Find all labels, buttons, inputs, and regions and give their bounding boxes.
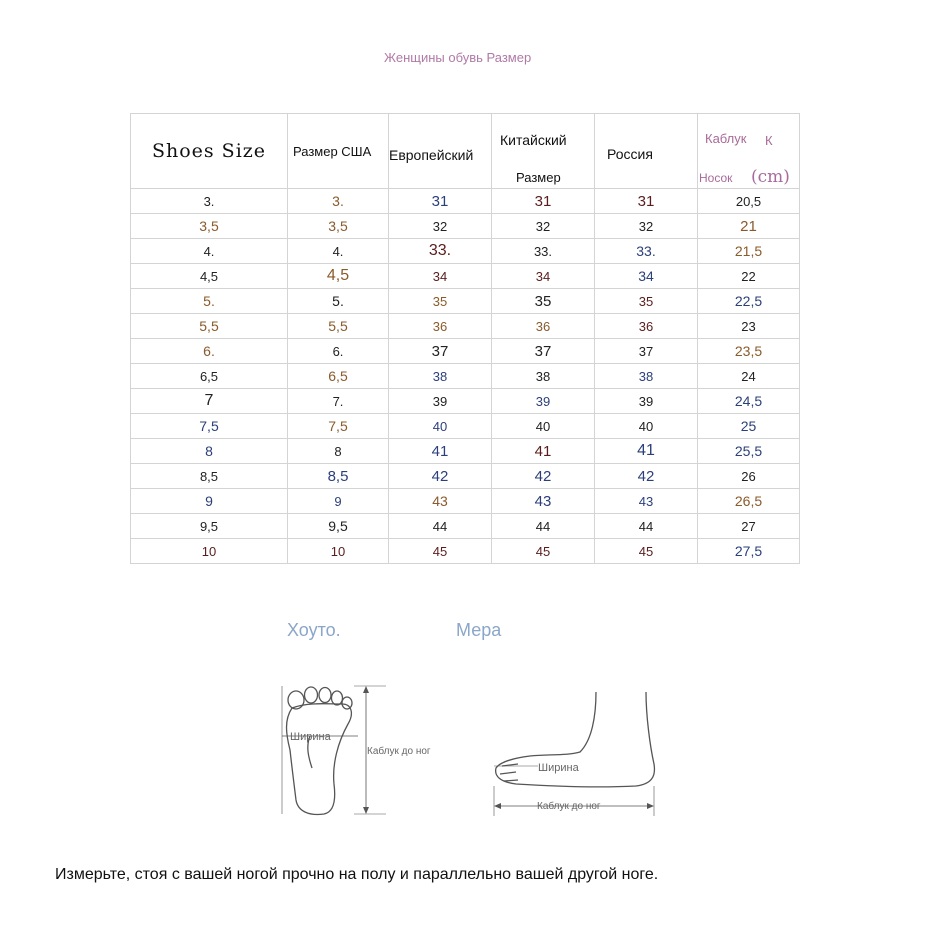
cell-cm: 21,5 (698, 239, 800, 264)
cell-cm: 25 (698, 414, 800, 439)
arrow-head-left (494, 803, 501, 809)
cell-cn: 37 (492, 339, 595, 364)
cell-shoes: 7 (131, 389, 288, 414)
table-row (131, 414, 800, 439)
cell-cn: 36 (492, 314, 595, 339)
cell-us: 6. (288, 339, 389, 364)
cell-ru: 35 (595, 289, 698, 314)
header-eu (389, 114, 492, 189)
table-row (131, 514, 800, 539)
header-us-label: Размер США (293, 144, 372, 159)
cell-cm: 23,5 (698, 339, 800, 364)
cell-shoes: 5,5 (131, 314, 288, 339)
table-row (131, 389, 800, 414)
foot-sole-outline (287, 704, 352, 815)
header-cn-label-1: Китайский (500, 132, 567, 148)
table-row (131, 214, 800, 239)
cell-eu: 31 (389, 189, 492, 214)
header-shoes-size (131, 114, 288, 189)
cell-cm: 26,5 (698, 489, 800, 514)
cell-eu: 37 (389, 339, 492, 364)
cell-cn: 32 (492, 214, 595, 239)
cell-cn: 43 (492, 489, 595, 514)
cell-cm: 22 (698, 264, 800, 289)
cell-ru: 38 (595, 364, 698, 389)
cell-shoes: 10 (131, 539, 288, 564)
cell-us: 4. (288, 239, 389, 264)
toe-5 (342, 697, 352, 709)
cell-us: 3. (288, 189, 389, 214)
cell-cm: 22,5 (698, 289, 800, 314)
cell-eu: 40 (389, 414, 492, 439)
cell-us: 6,5 (288, 364, 389, 389)
table-row (131, 314, 800, 339)
cell-us: 4,5 (288, 264, 389, 289)
cell-ru: 32 (595, 214, 698, 239)
header-heel (698, 114, 800, 189)
cell-cn: 35 (492, 289, 595, 314)
cell-eu: 44 (389, 514, 492, 539)
table-row (131, 339, 800, 364)
cell-ru: 44 (595, 514, 698, 539)
cell-cm: 27,5 (698, 539, 800, 564)
cell-shoes: 4. (131, 239, 288, 264)
toe-4 (332, 691, 343, 705)
table-row (131, 264, 800, 289)
heel-label-left: Каблук до ног (367, 746, 431, 757)
cell-eu: 42 (389, 464, 492, 489)
width-label-right: Ширина (538, 762, 579, 774)
cell-cm: 24 (698, 364, 800, 389)
header-heel-k: К (765, 133, 773, 148)
cell-us: 9 (288, 489, 389, 514)
cell-cn: 40 (492, 414, 595, 439)
cell-shoes: 5. (131, 289, 288, 314)
cell-shoes: 8,5 (131, 464, 288, 489)
table-row (131, 289, 800, 314)
cell-us: 9,5 (288, 514, 389, 539)
cell-us: 8,5 (288, 464, 389, 489)
header-cn-label-2: Размер (516, 170, 561, 185)
cell-shoes: 4,5 (131, 264, 288, 289)
cell-shoes: 9 (131, 489, 288, 514)
measure-label-right: Мера (456, 620, 502, 640)
toe-lines (500, 764, 518, 781)
header-shoes-size-label: Shoes Size (151, 140, 267, 162)
cell-cm: 23 (698, 314, 800, 339)
measurement-note: Измерьте, стоя с вашей ногой прочно на полу и параллельно вашей другой ноге. (55, 866, 659, 883)
cell-us: 7,5 (288, 414, 389, 439)
header-eu-label: Европейский (389, 147, 474, 163)
header-ru-label: Россия (607, 146, 653, 162)
cell-cm: 26 (698, 464, 800, 489)
table-row (131, 439, 800, 464)
header-heel-unit: (cm) (751, 167, 790, 187)
toe-3 (319, 688, 331, 703)
arrow-head-down (363, 807, 369, 814)
cell-ru: 41 (595, 439, 698, 464)
table-row (131, 364, 800, 389)
cell-cm: 27 (698, 514, 800, 539)
cell-cm: 20,5 (698, 189, 800, 214)
cell-eu: 39 (389, 389, 492, 414)
arrow-head-up (363, 686, 369, 693)
measure-label-left: Хоуто. (287, 620, 341, 640)
cell-shoes: 9,5 (131, 514, 288, 539)
cell-ru: 36 (595, 314, 698, 339)
cell-us: 10 (288, 539, 389, 564)
header-ru (595, 114, 698, 189)
toe-2 (305, 687, 318, 703)
table-row (131, 189, 800, 214)
cell-eu: 36 (389, 314, 492, 339)
cell-us: 5,5 (288, 314, 389, 339)
cell-eu: 32 (389, 214, 492, 239)
cell-ru: 43 (595, 489, 698, 514)
cell-cn: 41 (492, 439, 595, 464)
cell-shoes: 6. (131, 339, 288, 364)
width-label-left: Ширина (290, 731, 331, 743)
cell-cn: 42 (492, 464, 595, 489)
cell-eu: 38 (389, 364, 492, 389)
table-row (131, 539, 800, 564)
cell-cn: 38 (492, 364, 595, 389)
page-title: Женщины обувь Размер (384, 50, 532, 65)
header-us (288, 114, 389, 189)
cell-shoes: 8 (131, 439, 288, 464)
cell-ru: 42 (595, 464, 698, 489)
cell-ru: 37 (595, 339, 698, 364)
table-row (131, 239, 800, 264)
cell-shoes: 3,5 (131, 214, 288, 239)
cell-cm: 24,5 (698, 389, 800, 414)
size-table (130, 113, 800, 564)
cell-eu: 45 (389, 539, 492, 564)
cell-us: 5. (288, 289, 389, 314)
arrow-head-right (647, 803, 654, 809)
cell-cm: 25,5 (698, 439, 800, 464)
cell-ru: 33. (595, 239, 698, 264)
cell-ru: 45 (595, 539, 698, 564)
heel-label-right: Каблук до ног (537, 801, 601, 812)
header-row (131, 114, 800, 189)
cell-cn: 45 (492, 539, 595, 564)
cell-cm: 21 (698, 214, 800, 239)
cell-eu: 35 (389, 289, 492, 314)
table-row (131, 489, 800, 514)
cell-eu: 33. (389, 239, 492, 264)
cell-cn: 39 (492, 389, 595, 414)
cell-us: 8 (288, 439, 389, 464)
foot-side-diagram (488, 686, 660, 818)
cell-cn: 33. (492, 239, 595, 264)
cell-cn: 44 (492, 514, 595, 539)
cell-cn: 31 (492, 189, 595, 214)
header-heel-label-2: Носок (699, 171, 733, 185)
cell-eu: 41 (389, 439, 492, 464)
cell-ru: 40 (595, 414, 698, 439)
cell-ru: 39 (595, 389, 698, 414)
table-row (131, 464, 800, 489)
cell-shoes: 7,5 (131, 414, 288, 439)
cell-shoes: 3. (131, 189, 288, 214)
cell-eu: 43 (389, 489, 492, 514)
header-cn (492, 114, 595, 189)
cell-us: 7. (288, 389, 389, 414)
cell-ru: 31 (595, 189, 698, 214)
cell-shoes: 6,5 (131, 364, 288, 389)
cell-us: 3,5 (288, 214, 389, 239)
cell-cn: 34 (492, 264, 595, 289)
cell-ru: 34 (595, 264, 698, 289)
cell-eu: 34 (389, 264, 492, 289)
header-heel-label-1: Каблук (705, 131, 747, 146)
